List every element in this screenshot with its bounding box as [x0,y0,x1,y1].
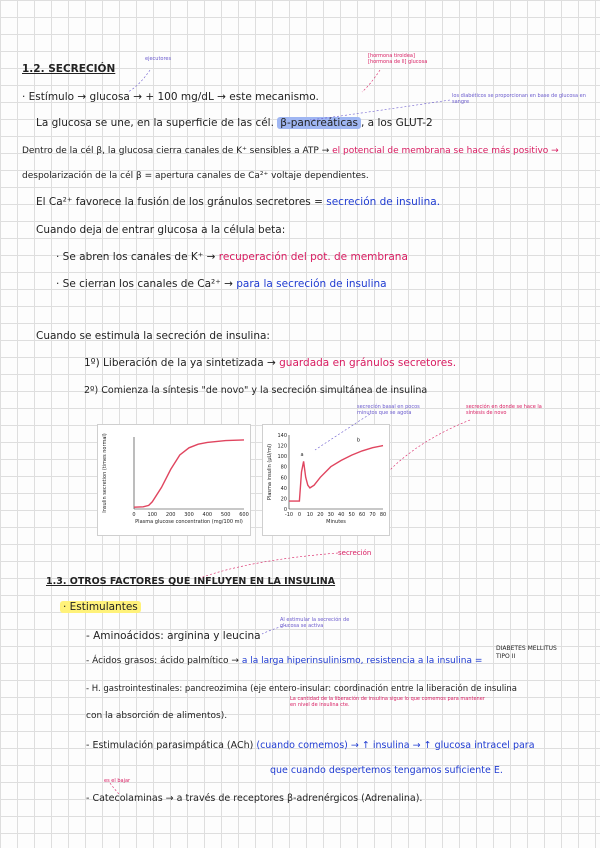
chart-glucose-insulin [97,424,251,536]
annotation-label: a [300,452,304,459]
text-span: (cuando comemos) → ↑ insulina → ↑ glucosa intracel para [256,740,535,751]
x-tick-label: 60 [358,512,366,518]
y-tick-label: 20 [280,496,287,503]
text-line [84,357,456,370]
text-line [56,278,387,291]
note-annotation: secreción en donde se hace la síntesis de novo [466,404,542,416]
text-span: · Se cierran los canales de Ca²⁺ → [56,278,233,290]
text-line [36,117,433,130]
x-tick-label: 0 [297,512,302,518]
note-annotation: Al estimular la secreción de glucosa se activa [280,617,350,629]
text-line [56,251,408,264]
y-tick-label: 140 [277,433,287,439]
text-span: - Ácidos grasos: ácido palmítico → [86,656,239,666]
x-tick-label: 20 [317,512,324,518]
text-span: , a los GLUT-2 [361,117,433,129]
x-tick-label: 50 [348,512,355,518]
text-line: con la absorción de alimentos). [86,711,228,721]
text-line: Cuando deja de entrar glucosa a la célula beta: [36,224,286,236]
text-span: - Estimulación parasimpática (ACh) [86,740,254,751]
y-tick-label: 0 [283,507,287,513]
annotation-label: b [356,437,361,444]
x-tick-label: 0 [132,512,136,518]
text-line [22,145,559,158]
text-line [36,196,440,209]
text-span: 1º) Liberación de la ya sintetizada → [84,357,276,369]
text-line: - Catecolaminas → a través de receptores β-adrenérgicos (Adrenalina). [86,793,423,804]
x-tick-label: 10 [306,512,314,518]
x-tick-label: 40 [338,512,345,518]
text-span: El Ca²⁺ favorece la fusión de los gránulos secretores = [36,196,323,208]
note-annotation: es el bajar [104,778,131,784]
highlight-span: β-pancreáticas [277,117,361,129]
text-line: - Aminoácidos: arginina y leucina [86,630,261,642]
x-tick-label: 600 [239,512,249,518]
text-span: a la larga hiperinsulinismo, resistencia a la insulina = [241,656,483,666]
y-tick-label: 120 [277,443,287,450]
chart-svg [98,425,250,535]
text-line [22,91,319,104]
highlight-span: · Estimulantes [60,601,141,613]
x-tick-label: 500 [220,512,231,518]
note-annotation: La cantidad de la liberación de insulina sigue lo que comemos para mantener en nivel de insulina cte. [290,696,485,708]
text-span: · Estímulo → [22,91,87,103]
text-span: · Se abren los canales de K⁺ → [56,251,216,263]
y-tick-label: 100 [277,454,287,461]
x-axis-label: Minutes [326,519,346,525]
text-span: recuperación del pot. de membrana [218,251,408,263]
y-tick-label: 80 [280,464,287,471]
text-span: La glucosa se une, en la superficie de las cél. [36,117,274,129]
text-span: glucosa → + 100 mg/dL → este mecanismo. [89,91,319,103]
text-line: Cuando se estimula la secreción de insulina: [36,330,270,342]
y-axis-label: Insulin secretion (times normal) [102,433,108,513]
text-line [86,655,482,668]
text-span: Dentro de la cél β, la glucosa cierra canales de K⁺ sensibles a ATP → [22,146,330,156]
text-span: secreción de insulina. [326,196,441,208]
note-annotation: los diabéticos se proporcionan en base de glucosa en sangre [452,93,586,105]
x-tick-label: 30 [327,512,334,518]
text-span: guardada en gránulos secretores. [279,357,457,369]
text-line [86,739,535,752]
chart-insulin-time [262,424,390,536]
series-line [134,440,244,507]
y-tick-label: 40 [280,485,287,492]
x-tick-label: 200 [165,512,176,518]
chart-svg [263,425,389,535]
note-annotation: secreción [338,549,372,557]
x-axis-label: Plasma glucose concentration (mg/100 ml) [135,519,243,525]
text-line: que cuando despertemos tengamos suficiente E. [270,765,503,776]
note-annotation: secreción basal en pocos minutos que se agota [357,404,420,416]
note-annotation: DIABETES MELLITUS TIPO II [496,645,557,660]
x-tick-label: 100 [147,512,158,518]
x-tick-label: 80 [379,512,387,518]
x-tick-label: 70 [369,512,376,518]
text-line: - H. gastrointestinales: pancreozimina (eje entero-insular: coordinación entre la liberación de insulina [86,684,518,694]
y-tick-label: 60 [280,475,287,482]
x-tick-label: 300 [184,512,194,518]
note-annotation: [hormona tiroidea] [hormona de ll] glucosa [368,53,428,65]
y-axis-label: Plasma insulin (µU/ml) [267,443,273,501]
text-line: despolarización de la cél β = apertura canales de Ca²⁺ voltaje dependientes. [22,171,369,181]
x-tick-label: -10 [284,512,294,518]
x-tick-label: 400 [202,512,213,518]
text-span: el potencial de membrana se hace más positivo → [332,146,559,156]
note-annotation: ejecutores [145,56,172,62]
text-span: para la secreción de insulina [236,278,387,290]
text-line: 2º) Comienza la síntesis "de novo" y la secreción simultánea de insulina [84,385,428,396]
subheading [60,601,141,614]
section-heading: 1.3. OTROS FACTORES QUE INFLUYEN EN LA INSULINA [46,576,336,587]
section-heading: 1.2. SECRECIÓN [22,63,116,75]
